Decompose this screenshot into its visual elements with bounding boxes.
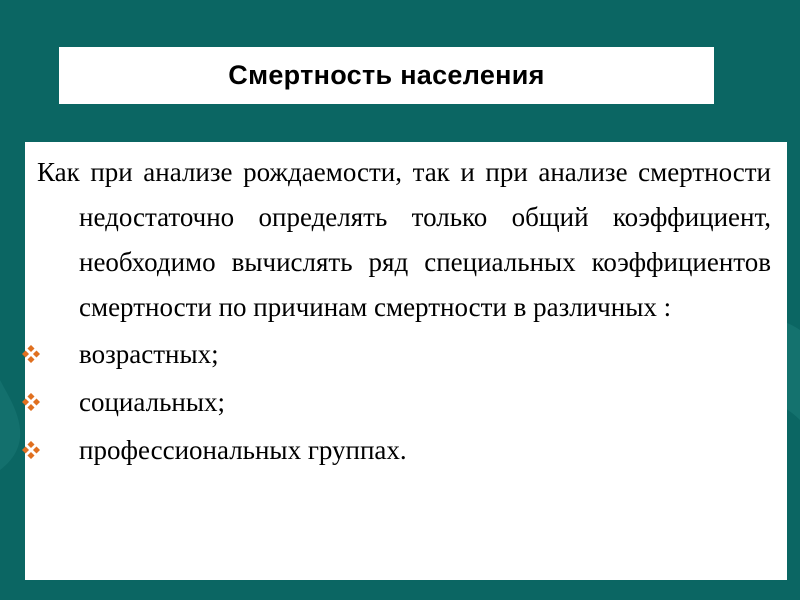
slide-title: Смертность населения <box>228 60 545 90</box>
bullet-label: профессиональных группах. <box>79 435 407 465</box>
list-item <box>37 378 771 426</box>
bullet-label: возрастных; <box>79 339 219 369</box>
title-banner <box>59 47 714 104</box>
diamond-dots-bullet-icon <box>22 345 40 363</box>
diamond-dots-bullet-icon <box>22 441 40 459</box>
content-panel <box>25 142 787 580</box>
intro-paragraph: Как при анализе рождаемости, так и при анализе смертности недостаточно определять только общий коэффициент, необходимо вычислять ряд специальных коэффициентов смертности по причинам смертности в различных : <box>37 157 771 322</box>
bullet-label: социальных; <box>79 387 225 417</box>
bullet-list <box>37 330 771 474</box>
list-item <box>37 330 771 378</box>
list-item <box>37 426 771 474</box>
diamond-dots-bullet-icon <box>22 393 40 411</box>
